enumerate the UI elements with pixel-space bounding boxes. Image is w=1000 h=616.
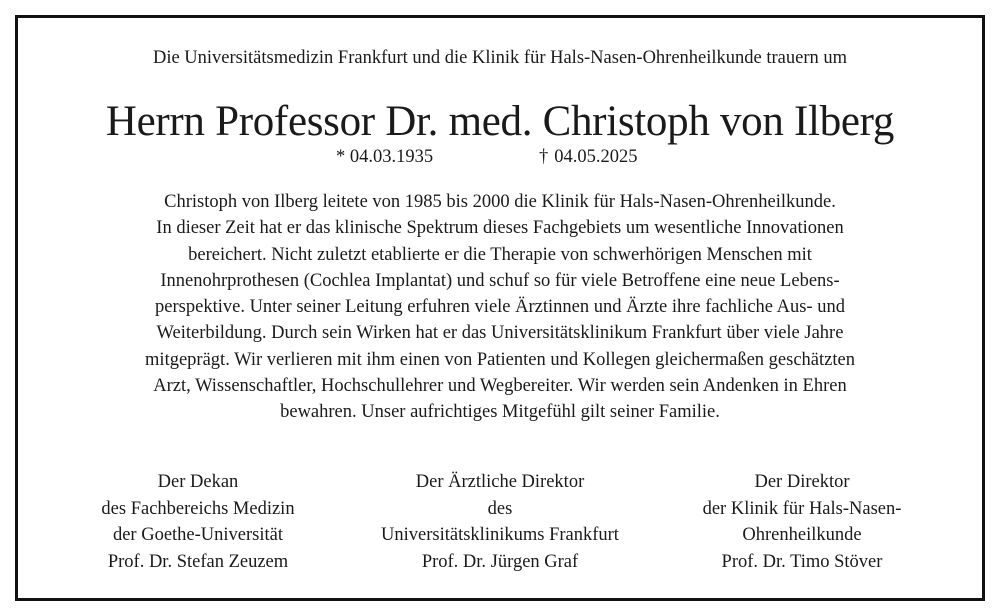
signature-line: des Fachbereichs Medizin	[101, 498, 295, 519]
obituary-line: Christoph von Ilberg leitete von 1985 bis 2000 die Klinik für Hals-Nasen-Ohrenheilkunde.	[164, 192, 836, 212]
obituary-line: Weiterbildung. Durch sein Wirken hat er das Universitätsklinikum Frankfurt über viele Jahre	[156, 323, 844, 344]
signature-name: Prof. Dr. Jürgen Graf	[421, 551, 579, 572]
obituary-line: Arzt, Wissenschaftler, Hochschullehrer und Wegbereiter. Wir werden sein Andenken in Ehren	[153, 376, 847, 397]
signature-line: des	[487, 498, 513, 519]
signature-line: Der Direktor	[754, 472, 850, 492]
signature-line: Der Ärztliche Direktor	[415, 472, 585, 492]
death-date-group	[539, 145, 638, 169]
obituary-line: bewahren. Unser aufrichtiges Mitgefühl gilt seiner Familie.	[280, 402, 720, 423]
obituary-text	[60, 189, 940, 426]
signature-line: Der Dekan	[157, 472, 239, 492]
deceased-name: Herrn Professor Dr. med. Christoph von Ilberg	[105, 98, 895, 145]
signature-line: der Goethe-Universität	[112, 525, 284, 545]
life-dates	[0, 145, 1000, 169]
obituary-line: bereichert. Nicht zuletzt etablierte er die Therapie von schwerhörigen Menschen mit	[188, 244, 812, 265]
signature-dean	[48, 469, 348, 575]
cross-icon: †	[539, 147, 549, 167]
birth-date: * 04.03.1935	[336, 147, 434, 167]
obituary-line: perspektive. Unter seiner Leitung erfuhren viele Ärztinnen und Ärzte ihre fachliche Aus- und	[155, 297, 845, 318]
signature-name: Prof. Dr. Timo Stöver	[721, 551, 883, 572]
obituary-line: Innenohrprothesen (Cochlea Implantat) und schuf so für viele Betroffene eine neue Lebens-	[160, 270, 840, 291]
signature-clinic-director	[652, 469, 952, 575]
signature-name: Prof. Dr. Stefan Zeuzem	[107, 551, 289, 572]
signature-line: Universitätsklinikums Frankfurt	[381, 525, 619, 545]
intro-line: Die Universitätsmedizin Frankfurt und die Klinik für Hals-Nasen-Ohrenheilkunde trauern um	[152, 48, 848, 68]
signature-medical-director	[350, 469, 650, 575]
signature-line: Ohrenheilkunde	[742, 525, 862, 545]
obituary-line: mitgeprägt. Wir verlieren mit ihm einen von Patienten und Kollegen gleichermaßen geschätzten	[145, 349, 855, 370]
death-date: 04.05.2025	[554, 147, 638, 167]
obituary-line: In dieser Zeit hat er das klinische Spektrum dieses Fachgebiets um wesentliche Innovationen	[156, 218, 844, 239]
signature-line: der Klinik für Hals-Nasen-	[702, 498, 902, 519]
